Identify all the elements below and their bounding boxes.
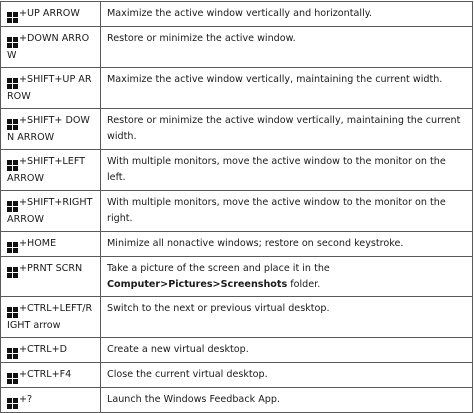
shortcut-description-cell (101, 388, 473, 413)
table-row (1, 150, 473, 191)
shortcut-key-cell (1, 388, 101, 413)
windows-logo-icon (7, 267, 18, 278)
keyboard-shortcuts-table (0, 1, 473, 413)
table-row (1, 232, 473, 257)
shortcut-description-cell (101, 338, 473, 363)
shortcut-key: +CTRL+LEFT/RIGHT arrow (7, 303, 93, 331)
shortcut-key: +DOWN ARROW (7, 33, 90, 61)
shortcut-description: Maximize the active window vertically and horizontally. (107, 8, 373, 19)
shortcut-key-cell (1, 150, 101, 191)
table-row (1, 363, 473, 388)
shortcut-description-cell (101, 232, 473, 257)
shortcut-key-cell (1, 257, 101, 297)
shortcut-key-cell (1, 68, 101, 109)
shortcut-description-cell (101, 191, 473, 232)
shortcut-key-cell (1, 363, 101, 388)
windows-logo-icon (7, 201, 18, 212)
shortcut-key-cell (1, 338, 101, 363)
windows-logo-icon (7, 242, 18, 253)
shortcut-key: +CTRL+F4 (19, 369, 72, 380)
shortcut-key: +SHIFT+ DOWN ARROW (7, 115, 90, 143)
table-row (1, 2, 473, 27)
shortcut-description-suffix: folder. (287, 279, 321, 290)
shortcut-description-cell (101, 363, 473, 388)
windows-logo-icon (7, 78, 18, 89)
shortcut-description: Create a new virtual desktop. (107, 344, 249, 355)
windows-logo-icon (7, 398, 18, 409)
shortcut-description-cell (101, 27, 473, 68)
shortcut-description: Maximize the active window vertically, maintaining the current width. (107, 74, 443, 85)
shortcut-key: +CTRL+D (19, 344, 68, 355)
shortcut-key-cell (1, 191, 101, 232)
shortcut-description: Restore or minimize the active window vertically, maintaining the current width. (107, 115, 461, 142)
windows-logo-icon (7, 12, 18, 23)
table-row (1, 388, 473, 413)
table-row (1, 338, 473, 363)
shortcut-key-cell (1, 297, 101, 338)
shortcut-description: Minimize all nonactive windows; restore on second keystroke. (107, 238, 404, 249)
table-row (1, 27, 473, 68)
shortcut-description-cell (101, 109, 473, 150)
shortcut-key: +SHIFT+RIGHT ARROW (7, 197, 93, 225)
shortcut-key-cell (1, 109, 101, 150)
shortcut-description: With multiple monitors, move the active window to the monitor on the left. (107, 156, 446, 183)
table-row (1, 257, 473, 297)
table-row (1, 297, 473, 338)
windows-logo-icon (7, 160, 18, 171)
windows-logo-icon (7, 307, 18, 318)
shortcut-description: Take a picture of the screen and place it in the (107, 263, 330, 274)
shortcut-description: Close the current virtual desktop. (107, 369, 268, 380)
table-row (1, 191, 473, 232)
shortcut-description: Launch the Windows Feedback App. (107, 394, 280, 405)
shortcut-description: Switch to the next or previous virtual desktop. (107, 303, 330, 314)
table-row (1, 109, 473, 150)
shortcut-description: Restore or minimize the active window. (107, 33, 296, 44)
shortcut-key: +SHIFT+UP ARROW (7, 74, 92, 102)
shortcut-key: +PRNT SCRN (19, 263, 83, 274)
shortcut-key: +UP ARROW (19, 8, 80, 19)
shortcut-description-cell (101, 150, 473, 191)
shortcut-key: +SHIFT+LEFT ARROW (7, 156, 86, 184)
shortcut-key-cell (1, 2, 101, 27)
windows-logo-icon (7, 37, 18, 48)
shortcut-key-cell (1, 27, 101, 68)
shortcut-description-cell (101, 2, 473, 27)
windows-logo-icon (7, 373, 18, 384)
shortcut-key: +HOME (19, 238, 57, 249)
shortcut-description: With multiple monitors, move the active window to the monitor on the right. (107, 197, 446, 224)
shortcut-description-cell (101, 297, 473, 338)
windows-logo-icon (7, 119, 18, 130)
shortcut-description-cell (101, 68, 473, 109)
shortcut-key: +? (19, 394, 33, 405)
table-row (1, 68, 473, 109)
windows-logo-icon (7, 348, 18, 359)
shortcut-key-cell (1, 232, 101, 257)
screenshots-folder-path: Computer>Pictures>Screenshots (107, 279, 288, 290)
shortcut-description-cell (101, 257, 473, 297)
